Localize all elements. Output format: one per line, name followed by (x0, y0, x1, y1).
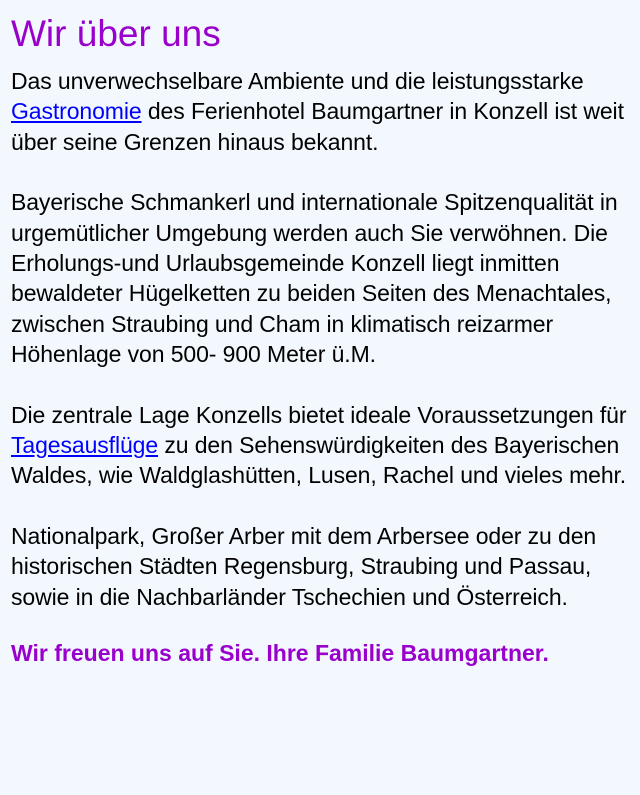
location-text-end: zu den Sehenswürdigkeiten des Bayerischen Waldes, wie Waldglashütten, Lusen, Rachel und vieles mehr. (11, 432, 627, 489)
intro-text-end: des Ferienhotel Baumgartner in Konzell ist weit über seine Grenzen hinaus bekannt. (11, 98, 624, 155)
intro-paragraph (11, 66, 630, 157)
page-title: Wir über uns (11, 13, 221, 54)
region-paragraph: Bayerische Schmankerl und internationale Spitzenqualität in urgemütlicher Umgebung werden auch Sie verwöhnen. Die Erholungs-und Urlaubsgemeinde Konzell liegt inmitten bewaldeter Hügelketten zu beiden Seiten des Menachtales, zwischen Straubing und Cham in klimatisch reizarmer Höhenlage von 500- 900 Meter ü.M. (11, 189, 618, 368)
tagesausfluege-link[interactable]: Tagesausflüge (11, 432, 159, 459)
intro-text-start: Das unverwechselbare Ambiente und die leistungsstarke (11, 68, 584, 94)
destinations-paragraph: Nationalpark, Großer Arber mit dem Arbersee oder zu den historischen Städten Regensburg, Straubing und Passau, sowie in die Nachbarländer Tschechien und Österreich. (11, 522, 597, 610)
location-text-start: Die zentrale Lage Konzells bietet ideale Voraussetzungen für (11, 401, 627, 428)
gastronomie-link[interactable]: Gastronomie (11, 98, 142, 125)
location-paragraph (11, 400, 630, 491)
closing-greeting: Wir freuen uns auf Sie. Ihre Familie Baumgartner. (11, 640, 549, 667)
